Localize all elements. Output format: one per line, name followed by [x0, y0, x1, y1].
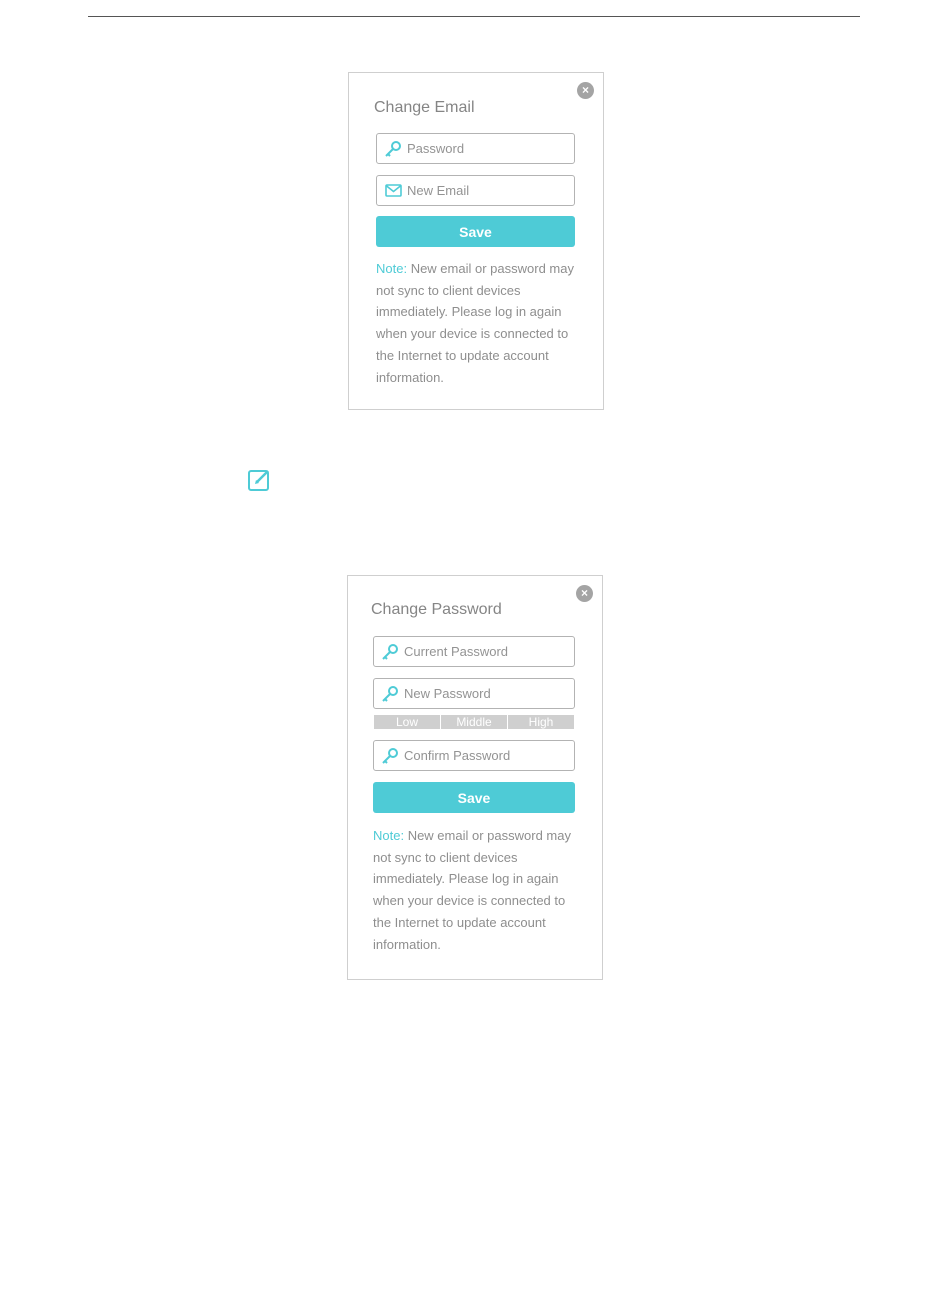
password-input[interactable]	[404, 141, 567, 156]
password-strength-meter	[374, 715, 574, 729]
note	[376, 258, 586, 388]
new-email-input[interactable]	[404, 183, 567, 198]
new-email-field[interactable]	[376, 175, 575, 206]
strength-high: High	[528, 715, 554, 729]
note-text: New email or password may not sync to client devices immediately. Please log in again when your device is connected to the Internet to update account information.	[373, 828, 571, 952]
current-password-field[interactable]	[373, 636, 575, 667]
change-password-dialog	[347, 575, 603, 980]
confirm-password-field[interactable]	[373, 740, 575, 771]
strength-low: Low	[374, 715, 441, 729]
dialog-title: Change Email	[374, 99, 475, 116]
edit-icon[interactable]	[247, 467, 272, 492]
close-icon[interactable]: ×	[576, 585, 593, 602]
note-label: Note:	[373, 828, 405, 843]
confirm-password-input[interactable]	[401, 748, 564, 763]
top-rule	[88, 16, 860, 17]
change-email-dialog	[348, 72, 604, 410]
envelope-icon	[382, 182, 404, 200]
key-icon	[379, 747, 401, 765]
close-icon[interactable]: ×	[577, 82, 594, 99]
new-password-field[interactable]	[373, 678, 575, 709]
key-icon	[379, 643, 401, 661]
save-button[interactable]: Save	[373, 782, 575, 813]
note-label: Note:	[376, 261, 408, 276]
key-icon	[382, 140, 404, 158]
note-text: New email or password may not sync to client devices immediately. Please log in again when your device is connected to the Internet to update account information.	[376, 261, 574, 385]
password-field[interactable]	[376, 133, 575, 164]
key-icon	[379, 685, 401, 703]
new-password-input[interactable]	[401, 686, 564, 701]
dialog-title: Change Password	[371, 601, 502, 618]
strength-middle: Middle	[441, 715, 508, 729]
current-password-input[interactable]	[401, 644, 564, 659]
save-button[interactable]: Save	[376, 216, 575, 247]
note	[373, 825, 583, 955]
